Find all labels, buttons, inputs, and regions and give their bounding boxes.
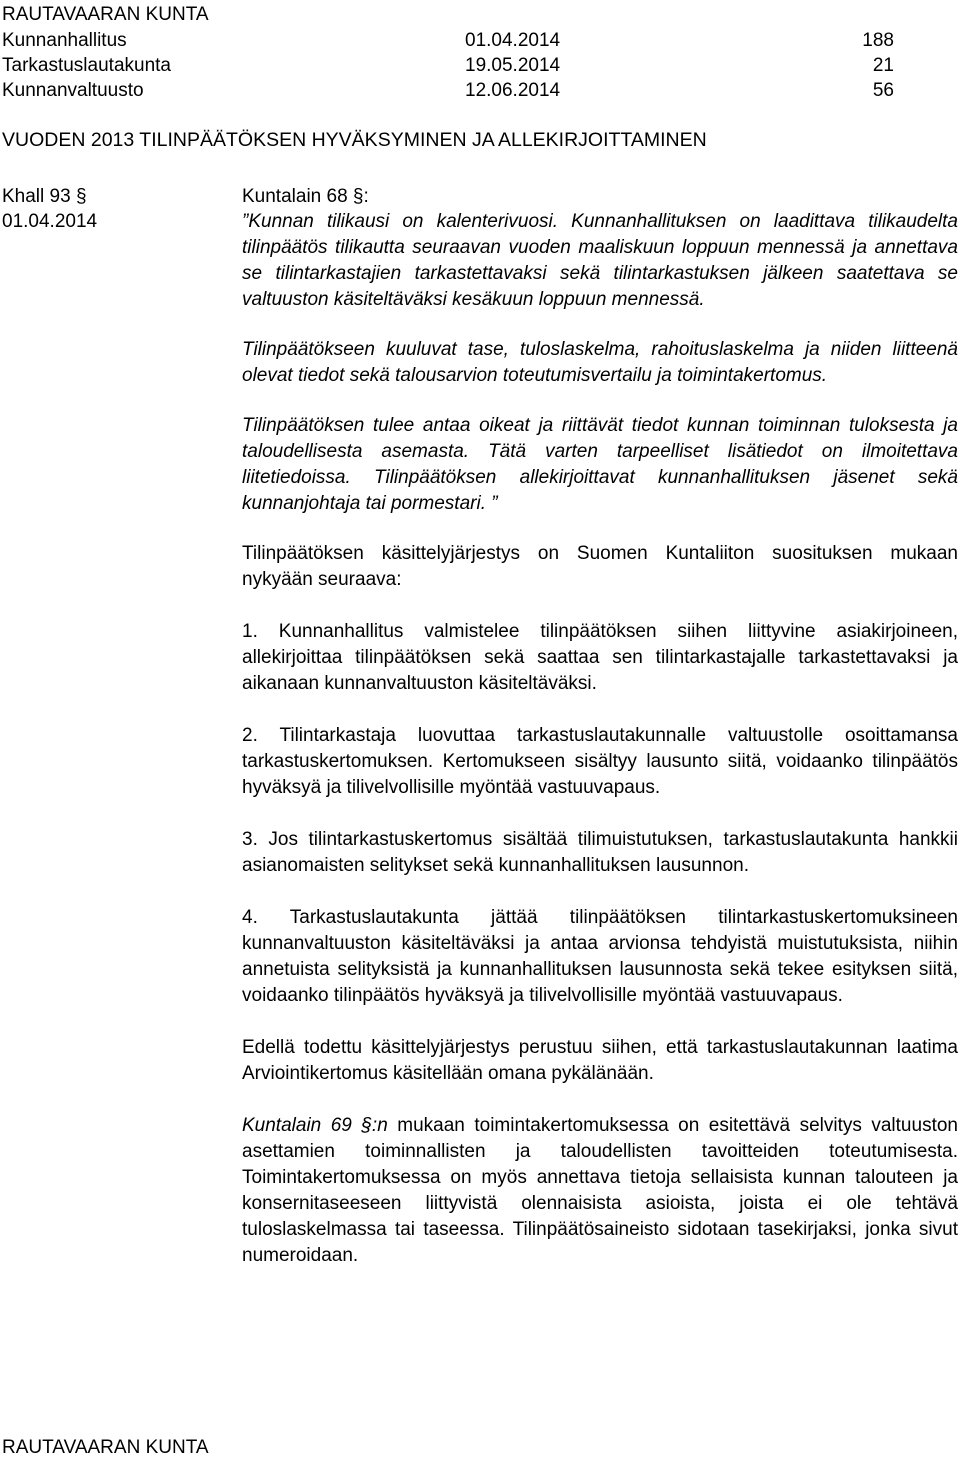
procedure-step: 4. Tarkastuslautakunta jättää tilinpäätöksen tilintarkastuskertomuksineen kunnanvaltuuston käsiteltäväksi ja antaa arvionsa tehdyistä muistutuksista, niihin annetuista selityksistä ja kunnanhallituksen lausunnosta sekä tekee esityksen siitä, voidaanko tilinpäätös hyväksyä ja tilivelvollisille myöntää vastuuvapaus.	[242, 907, 958, 1006]
meeting-date: 01.04.2014	[465, 30, 561, 51]
page-number: 21	[872, 55, 894, 76]
document-title: VUODEN 2013 TILINPÄÄTÖKSEN HYVÄKSYMINEN JA ALLEKIRJOITTAMINEN	[2, 129, 707, 151]
meeting-body: Kunnanvaltuusto	[2, 80, 144, 101]
law-69-reference: Kuntalain 69 §:n	[242, 1115, 388, 1136]
procedure-step: 3. Jos tilintarkastuskertomus sisältää tilimuistutuksen, tarkastuslautakunta hankkii asianomaisten selitykset sekä kunnanhallituksen lausunnon.	[242, 829, 958, 876]
municipality-header: RAUTAVAARAN KUNTA	[2, 4, 209, 25]
khall-date: 01.04.2014	[2, 211, 98, 232]
meeting-date: 19.05.2014	[465, 55, 561, 76]
law-69-text: mukaan toimintakertomuksessa on esitettävä selvitys valtuuston asettamien toiminnallisten ja taloudellisten tavoitteiden toteutumisesta. Toimintakertomuksessa on myös annettava tietoja sellaisista kunnan talouteen ja konsernitaseeseen liittyvistä olennaisista asioista, joista ei ole tehtävä tuloslaskelmassa tai taseessa. Tilinpäätösaineisto sidotaan tasekirjaksi, jonka sivut numeroidaan.	[242, 1115, 958, 1266]
procedure-intro: Tilinpäätöksen käsittelyjärjestys on Suomen Kuntaliiton suosituksen mukaan nykyään seuraava:	[242, 543, 958, 590]
document-body	[242, 184, 958, 1293]
meeting-row	[2, 28, 902, 54]
procedure-note: Edellä todettu käsittelyjärjestys perustuu siihen, että tarkastuslautakunnan laatima Arviointikertomus käsitellään omana pykälänään.	[242, 1037, 958, 1084]
meeting-row	[2, 78, 902, 104]
procedure-step: 1. Kunnanhallitus valmistelee tilinpäätöksen siihen liittyvine asiakirjoineen, allekirjoittaa tilinpäätöksen sekä saattaa sen tilintarkastajalle tarkastettavaksi ja aikanaan kunnanvaltuuston käsiteltäväksi.	[242, 621, 958, 694]
page-number: 188	[862, 30, 894, 51]
procedure-step: 2. Tilintarkastaja luovuttaa tarkastuslautakunnalle valtuustolle osoittamansa tarkastuskertomuksen. Kertomukseen sisältyy lausunto siitä, voidaanko tilinpäätös hyväksyä ja tilivelvollisille myöntää vastuuvapaus.	[242, 725, 958, 798]
law-quote-paragraph: ”Kunnan tilikausi on kalenterivuosi. Kunnanhallituksen on laadittava tilikaudelta tilinpäätös tilikautta seuraavan vuoden maaliskuun loppuun mennessä ja annettava se tilintarkastajien tarkastettavaksi sekä tilintarkastuksen jälkeen saatettava se valtuuston käsiteltäväksi kesäkuun loppuun mennessä.	[242, 211, 958, 310]
page-number: 56	[872, 80, 894, 101]
law-quote-paragraph: Tilinpäätöksen tulee antaa oikeat ja riittävät tiedot kunnan toiminnan tuloksesta ja taloudellisesta asemasta. Tätä varten tarpeelliset lisätiedot on ilmoitettava liitetiedoissa. Tilinpäätöksen allekirjoittavat kunnanhallituksen jäsenet sekä kunnanjohtaja tai pormestari. ”	[242, 415, 958, 514]
meeting-row	[2, 53, 902, 79]
law-quote-paragraph: Tilinpäätökseen kuuluvat tase, tuloslaskelma, rahoituslaskelma ja niiden liitteenä olevat tiedot sekä talousarvion toteutumisvertailu ja toimintakertomus.	[242, 339, 958, 386]
khall-reference: Khall 93 §	[2, 186, 87, 207]
municipality-footer: RAUTAVAARAN KUNTA	[2, 1437, 209, 1458]
meeting-body: Tarkastuslautakunta	[2, 55, 171, 76]
law-reference: Kuntalain 68 §:	[242, 186, 369, 207]
law-69-paragraph	[242, 1113, 958, 1269]
meeting-body: Kunnanhallitus	[2, 30, 127, 51]
meeting-date: 12.06.2014	[465, 80, 561, 101]
